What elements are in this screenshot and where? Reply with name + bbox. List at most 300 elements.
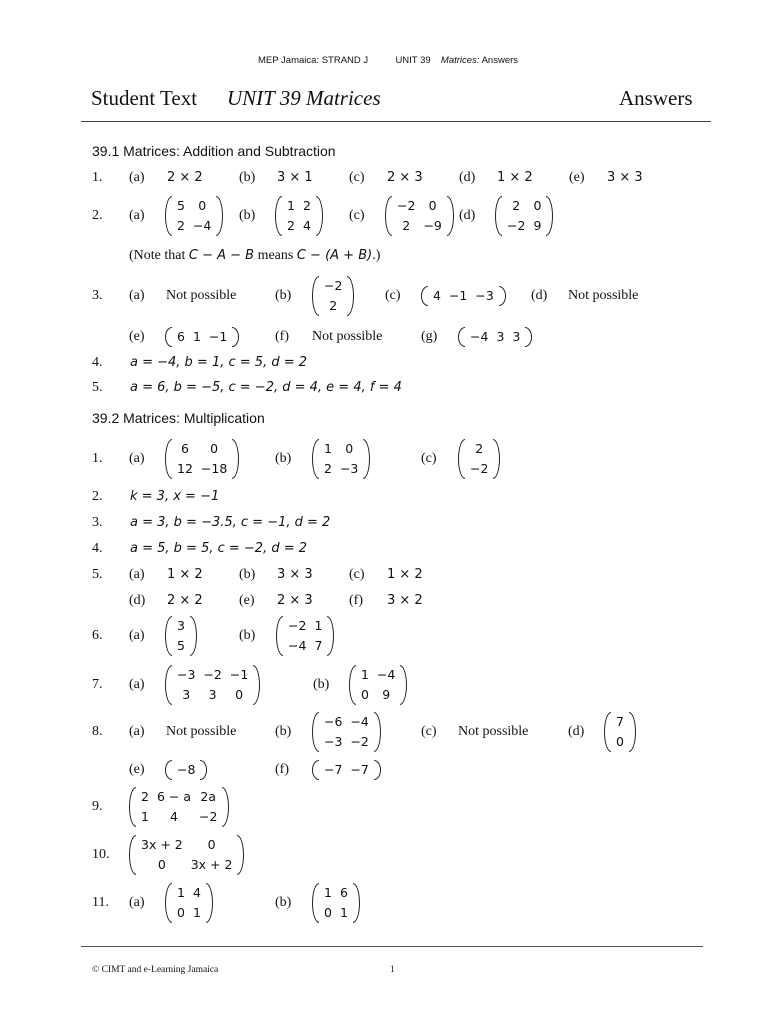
matrix-entry: 4 xyxy=(192,885,201,900)
part-label: (a) xyxy=(129,895,145,910)
matrix-row xyxy=(173,216,215,236)
answer-value: 1 × 2 xyxy=(497,170,533,185)
matrix-right-bracket xyxy=(499,286,506,306)
matrix-left-bracket xyxy=(458,439,465,479)
matrix-entry: 3 xyxy=(177,618,185,633)
matrix-entry: −4 xyxy=(376,667,396,682)
part-label: (d) xyxy=(459,208,476,223)
part-label: (a) xyxy=(129,677,145,692)
q-number: 10. xyxy=(92,847,110,862)
matrix-row xyxy=(357,665,399,685)
matrix-entry: −2 xyxy=(324,278,343,293)
matrix-entry: −4 xyxy=(470,329,489,344)
section-title-39-1: 39.1 Matrices: Addition and Subtraction xyxy=(92,143,336,159)
note-text: means xyxy=(254,248,297,263)
matrix-entry: 7 xyxy=(314,638,323,653)
copyright: © CIMT and e-Learning Jamaica xyxy=(92,965,219,975)
matrix-left-bracket xyxy=(495,196,502,236)
matrix-body xyxy=(357,665,399,705)
matrix-left-bracket xyxy=(312,760,319,780)
running-header-answers: Answers xyxy=(481,55,519,66)
note-line xyxy=(129,248,380,264)
matrix-left-bracket xyxy=(312,276,319,316)
matrix-entry: −2 xyxy=(288,618,307,633)
matrix-right-bracket xyxy=(374,760,381,780)
matrix-row xyxy=(466,327,524,347)
matrix-entry: 1 xyxy=(141,809,149,824)
matrix-entry: 1 xyxy=(192,905,201,920)
matrix-entry: 2 xyxy=(402,218,411,233)
matrix-right-bracket xyxy=(222,787,229,827)
matrix-entry: 0 xyxy=(345,441,354,456)
matrix xyxy=(129,787,229,827)
part-label: (a) xyxy=(129,451,145,466)
matrix-entry: 2 xyxy=(512,198,521,213)
matrix-left-bracket xyxy=(385,196,392,236)
matrix-entry: 1 xyxy=(177,885,185,900)
matrix-entry: 0 xyxy=(616,734,624,749)
answer-equations: a = −4, b = 1, c = 5, d = 2 xyxy=(130,355,308,370)
matrix-row xyxy=(284,636,326,656)
q-number: 1. xyxy=(92,451,103,466)
matrix-right-bracket xyxy=(216,196,223,236)
matrix-entry: 7 xyxy=(616,714,624,729)
matrix-entry: 3 xyxy=(496,329,505,344)
matrix xyxy=(276,616,334,656)
matrix xyxy=(385,196,454,236)
answer-value: 2 × 3 xyxy=(277,593,313,608)
part-label: (c) xyxy=(349,567,365,582)
matrix-right-bracket xyxy=(525,327,532,347)
matrix-right-bracket xyxy=(363,439,370,479)
matrix-entry: 5 xyxy=(177,198,185,213)
matrix-row xyxy=(393,196,446,216)
answer-text: Not possible xyxy=(568,288,639,303)
matrix-row xyxy=(320,296,346,316)
answers-label: Answers xyxy=(619,86,693,110)
note-expression: C − A − B xyxy=(188,248,255,263)
matrix-body xyxy=(320,883,352,923)
q-number: 3. xyxy=(92,515,103,530)
matrix-body xyxy=(173,196,215,236)
q-number: 2. xyxy=(92,208,103,223)
part-label: (a) xyxy=(129,288,145,303)
matrix-entry: −3 xyxy=(177,667,196,682)
matrix-entry: −7 xyxy=(350,762,369,777)
matrix xyxy=(275,196,323,236)
matrix-right-bracket xyxy=(347,276,354,316)
matrix-entry: −6 xyxy=(324,714,343,729)
matrix-entry: 0 xyxy=(210,441,219,456)
matrix-entry: 1 xyxy=(287,198,295,213)
matrix-row xyxy=(173,459,231,479)
matrix-left-bracket xyxy=(165,439,172,479)
matrix-entry: 2 xyxy=(177,218,185,233)
matrix-entry: 2 xyxy=(287,218,295,233)
q-number: 3. xyxy=(92,288,103,303)
answer-value: 1 × 2 xyxy=(387,567,423,582)
matrix-body xyxy=(320,712,373,752)
matrix-body xyxy=(466,327,524,347)
matrix-body xyxy=(173,760,199,780)
matrix-right-bracket xyxy=(253,665,260,705)
matrix-right-bracket xyxy=(206,883,213,923)
matrix-entry: 1 xyxy=(339,905,348,920)
matrix-row xyxy=(283,216,315,236)
matrix xyxy=(165,883,213,923)
matrix-row xyxy=(320,883,352,903)
part-label: (d) xyxy=(129,593,146,608)
q-number: 9. xyxy=(92,799,103,814)
matrix-entry: 3x + 2 xyxy=(190,857,233,872)
matrix-entry: 0 xyxy=(177,905,185,920)
matrix-row xyxy=(137,787,221,807)
matrix-right-bracket xyxy=(327,616,334,656)
answer-text: Not possible xyxy=(166,288,237,303)
answer-equations: a = 3, b = −3.5, c = −1, d = 2 xyxy=(130,515,331,530)
matrix-entry: 12 xyxy=(177,461,193,476)
matrix-entry: 6 xyxy=(339,885,348,900)
matrix-left-bracket xyxy=(165,760,172,780)
matrix-body xyxy=(429,286,498,306)
matrix-body xyxy=(393,196,446,236)
matrix-left-bracket xyxy=(312,439,319,479)
matrix-right-bracket xyxy=(237,835,244,875)
matrix-left-bracket xyxy=(349,665,356,705)
matrix-entry: 1 xyxy=(361,667,369,682)
matrix xyxy=(165,616,197,656)
matrix-entry: 4 xyxy=(302,218,311,233)
matrix-row xyxy=(137,835,236,855)
matrix-entry: −1 xyxy=(208,329,228,344)
matrix-row xyxy=(612,712,628,732)
matrix-entry: 3 xyxy=(182,687,191,702)
matrix-entry: 0 xyxy=(324,905,332,920)
matrix-entry: −2 xyxy=(203,667,222,682)
matrix xyxy=(165,439,239,479)
q-number: 5. xyxy=(92,380,103,395)
matrix-left-bracket xyxy=(604,712,611,752)
matrix-entry: −2 xyxy=(350,734,369,749)
part-label: (e) xyxy=(129,762,145,777)
running-header xyxy=(258,55,518,66)
matrix-row xyxy=(320,459,362,479)
matrix-entry: 6 xyxy=(177,329,185,344)
matrix-body xyxy=(173,883,205,923)
matrix-left-bracket xyxy=(275,196,282,236)
matrix-row xyxy=(320,439,362,459)
part-label: (f) xyxy=(349,593,363,608)
matrix-entry: −1 xyxy=(229,667,249,682)
matrix-entry: 2 xyxy=(475,441,484,456)
matrix-entry: −7 xyxy=(324,762,343,777)
matrix-entry: 0 xyxy=(533,198,542,213)
unit-title: UNIT 39 Matrices xyxy=(227,86,381,110)
matrix-body xyxy=(320,760,373,780)
part-label: (c) xyxy=(421,724,437,739)
answer-value: 1 × 2 xyxy=(167,567,203,582)
part-label: (e) xyxy=(239,593,255,608)
matrix-row xyxy=(320,732,373,752)
q-number: 5. xyxy=(92,567,103,582)
matrix-entry: 6 − a xyxy=(156,789,191,804)
part-label: (b) xyxy=(275,895,292,910)
matrix xyxy=(165,760,207,780)
matrix-left-bracket xyxy=(458,327,465,347)
matrix-entry: 0 xyxy=(361,687,369,702)
matrix-row xyxy=(393,216,446,236)
running-header-unit: UNIT 39 xyxy=(395,55,431,66)
matrix-entry: −9 xyxy=(423,218,442,233)
part-label: (b) xyxy=(239,628,256,643)
matrix-entry: −3 xyxy=(475,288,494,303)
matrix-entry: −18 xyxy=(200,461,228,476)
matrix-row xyxy=(503,196,545,216)
matrix-entry: 9 xyxy=(533,218,542,233)
q-number: 1. xyxy=(92,170,103,185)
matrix-entry: −1 xyxy=(448,288,468,303)
matrix-entry: 9 xyxy=(382,687,391,702)
matrix-row xyxy=(320,276,346,296)
part-label: (a) xyxy=(129,724,145,739)
matrix-entry: 3 xyxy=(512,329,521,344)
matrix-left-bracket xyxy=(421,286,428,306)
answer-equations: a = 6, b = −5, c = −2, d = 4, e = 4, f = 4 xyxy=(130,380,402,395)
matrix-right-bracket xyxy=(353,883,360,923)
matrix-body xyxy=(466,439,492,479)
matrix xyxy=(312,712,381,752)
matrix-entry: 2 xyxy=(302,198,311,213)
matrix xyxy=(165,196,223,236)
matrix-row xyxy=(137,807,221,827)
matrix-left-bracket xyxy=(165,616,172,656)
matrix-left-bracket xyxy=(165,196,172,236)
part-label: (g) xyxy=(421,329,438,344)
matrix xyxy=(349,665,407,705)
matrix-row xyxy=(466,439,492,459)
matrix xyxy=(421,286,506,306)
matrix-row xyxy=(173,196,215,216)
matrix xyxy=(458,327,532,347)
part-label: (e) xyxy=(129,329,145,344)
answer-value: 3 × 1 xyxy=(277,170,313,185)
part-label: (c) xyxy=(385,288,401,303)
matrix xyxy=(312,883,360,923)
part-label: (a) xyxy=(129,567,145,582)
part-label: (b) xyxy=(275,451,292,466)
running-header-topic: Matrices: xyxy=(440,55,480,66)
matrix-left-bracket xyxy=(129,835,136,875)
matrix-right-bracket xyxy=(493,439,500,479)
matrix-entry: −2 xyxy=(397,198,416,213)
matrix xyxy=(495,196,553,236)
matrix-right-bracket xyxy=(447,196,454,236)
matrix-row xyxy=(173,883,205,903)
matrix-row xyxy=(320,760,373,780)
matrix-entry: −3 xyxy=(339,461,359,476)
matrix-entry: 2 xyxy=(329,298,338,313)
answer-value: 2 × 3 xyxy=(387,170,423,185)
matrix xyxy=(312,439,370,479)
matrix-entry: −4 xyxy=(192,218,212,233)
q-number: 8. xyxy=(92,724,103,739)
part-label: (b) xyxy=(239,567,256,582)
part-label: (f) xyxy=(275,762,289,777)
matrix-row xyxy=(320,712,373,732)
matrix-row xyxy=(173,327,231,347)
matrix xyxy=(165,665,260,705)
matrix-entry: 4 xyxy=(170,809,178,824)
matrix-body xyxy=(320,439,362,479)
matrix-row xyxy=(173,616,189,636)
answer-equations: k = 3, x = −1 xyxy=(130,489,220,504)
matrix-right-bracket xyxy=(200,760,207,780)
matrix-entry: 1 xyxy=(192,329,201,344)
matrix-row xyxy=(466,459,492,479)
matrix xyxy=(604,712,636,752)
matrix-row xyxy=(283,196,315,216)
part-label: (b) xyxy=(239,170,256,185)
part-label: (d) xyxy=(531,288,548,303)
part-label: (d) xyxy=(459,170,476,185)
matrix xyxy=(458,439,500,479)
matrix-body xyxy=(503,196,545,236)
matrix-body xyxy=(173,665,252,705)
answer-value: 2 × 2 xyxy=(167,593,203,608)
matrix-row xyxy=(429,286,498,306)
matrix-entry: 3x + 2 xyxy=(141,837,183,852)
matrix-entry: 0 xyxy=(157,857,166,872)
matrix-entry: −8 xyxy=(177,762,196,777)
matrix-left-bracket xyxy=(312,712,319,752)
section-title-39-2: 39.2 Matrices: Multiplication xyxy=(92,410,265,426)
matrix-entry: 0 xyxy=(235,687,244,702)
matrix-body xyxy=(137,835,236,875)
matrix-right-bracket xyxy=(232,327,239,347)
matrix-row xyxy=(173,665,252,685)
part-label: (b) xyxy=(239,208,256,223)
q-number: 11. xyxy=(92,895,109,910)
part-label: (d) xyxy=(568,724,585,739)
answer-value: 3 × 2 xyxy=(387,593,423,608)
matrix xyxy=(312,760,381,780)
matrix-row xyxy=(284,616,326,636)
matrix-body xyxy=(137,787,221,827)
matrix-body xyxy=(173,616,189,656)
matrix-entry: 0 xyxy=(198,198,207,213)
part-label: (c) xyxy=(349,170,365,185)
answer-text: Not possible xyxy=(312,329,383,344)
answer-value: 3 × 3 xyxy=(607,170,643,185)
answer-equations: a = 5, b = 5, c = −2, d = 2 xyxy=(130,541,308,556)
matrix-entry: 2 xyxy=(141,789,149,804)
matrix-body xyxy=(173,327,231,347)
matrix-entry: −4 xyxy=(288,638,307,653)
matrix-body xyxy=(284,616,326,656)
q-number: 4. xyxy=(92,541,103,556)
matrix-body xyxy=(612,712,628,752)
part-label: (a) xyxy=(129,628,145,643)
matrix-entry: −2 xyxy=(470,461,489,476)
matrix-entry: −2 xyxy=(507,218,526,233)
header-rule xyxy=(81,121,711,122)
matrix-row xyxy=(320,903,352,923)
part-label: (c) xyxy=(421,451,437,466)
part-label: (a) xyxy=(129,170,145,185)
matrix-left-bracket xyxy=(165,665,172,705)
matrix-entry: 0 xyxy=(207,837,216,852)
matrix-entry: 3 xyxy=(208,687,217,702)
matrix-row xyxy=(173,636,189,656)
part-label: (c) xyxy=(349,208,365,223)
matrix-row xyxy=(173,903,205,923)
matrix-row xyxy=(137,855,236,875)
matrix-entry: 2a xyxy=(200,789,217,804)
note-text: .) xyxy=(372,248,381,263)
matrix-row xyxy=(173,685,252,705)
matrix-entry: −3 xyxy=(324,734,343,749)
student-text-label: Student Text xyxy=(91,86,198,110)
matrix-left-bracket xyxy=(165,327,172,347)
matrix-row xyxy=(173,439,231,459)
part-label: (b) xyxy=(313,677,330,692)
part-label: (b) xyxy=(275,724,292,739)
matrix-right-bracket xyxy=(629,712,636,752)
matrix-entry: 2 xyxy=(324,461,332,476)
answer-value: 2 × 2 xyxy=(167,170,203,185)
part-label: (b) xyxy=(275,288,292,303)
matrix-row xyxy=(173,760,199,780)
matrix-row xyxy=(612,732,628,752)
matrix-left-bracket xyxy=(312,883,319,923)
answer-text: Not possible xyxy=(458,724,529,739)
footer-rule xyxy=(81,946,703,947)
matrix xyxy=(165,327,239,347)
matrix-entry: 1 xyxy=(314,618,323,633)
part-label: (e) xyxy=(569,170,585,185)
matrix-right-bracket xyxy=(546,196,553,236)
matrix xyxy=(312,276,354,316)
matrix-body xyxy=(320,276,346,316)
matrix-left-bracket xyxy=(165,883,172,923)
matrix-entry: 4 xyxy=(433,288,441,303)
matrix-right-bracket xyxy=(374,712,381,752)
matrix-right-bracket xyxy=(232,439,239,479)
matrix-right-bracket xyxy=(190,616,197,656)
matrix-entry: −4 xyxy=(350,714,369,729)
matrix-entry: 0 xyxy=(428,198,437,213)
note-expression: C − (A + B) xyxy=(296,248,373,263)
matrix xyxy=(129,835,244,875)
matrix-left-bracket xyxy=(276,616,283,656)
matrix-entry: −2 xyxy=(199,809,218,824)
answer-text: Not possible xyxy=(166,724,237,739)
note-text: (Note that xyxy=(129,248,189,263)
matrix-right-bracket xyxy=(316,196,323,236)
running-header-strand: MEP Jamaica: STRAND J xyxy=(258,55,369,66)
matrix-entry: 1 xyxy=(324,441,332,456)
matrix-row xyxy=(357,685,399,705)
q-number: 4. xyxy=(92,355,103,370)
matrix-body xyxy=(173,439,231,479)
matrix-right-bracket xyxy=(400,665,407,705)
matrix-entry: 6 xyxy=(180,441,189,456)
part-label: (f) xyxy=(275,329,289,344)
matrix-body xyxy=(283,196,315,236)
matrix-left-bracket xyxy=(129,787,136,827)
answer-value: 3 × 3 xyxy=(277,567,313,582)
q-number: 7. xyxy=(92,677,103,692)
